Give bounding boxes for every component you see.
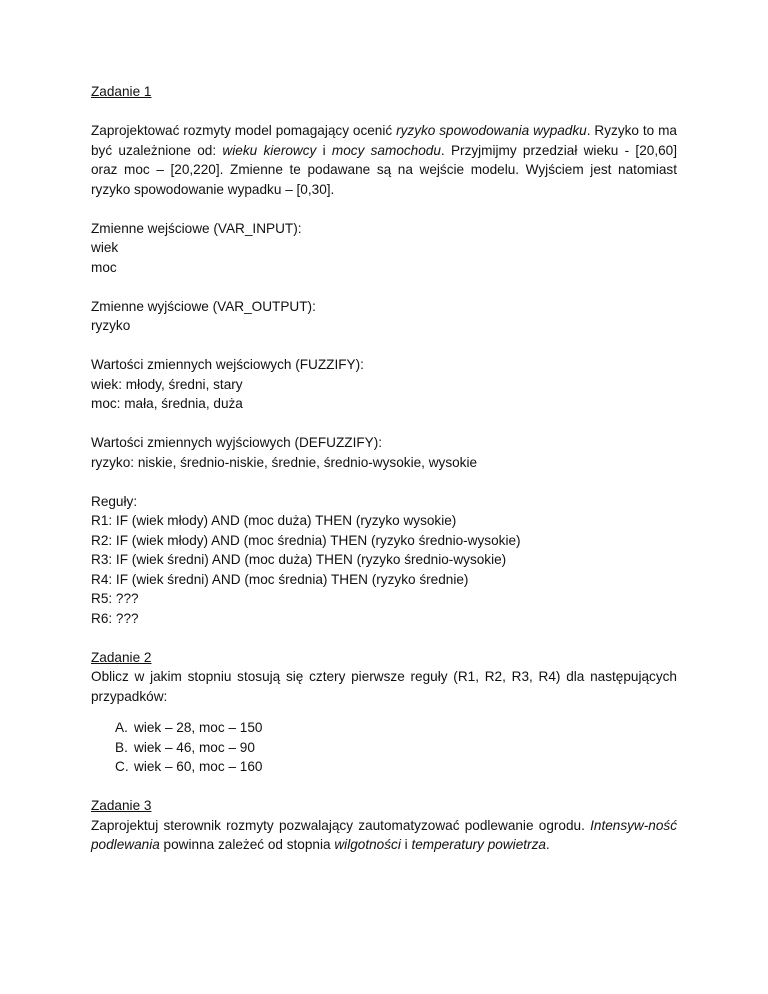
case-item [115,757,677,777]
rule-line: R6: ??? [91,610,139,626]
fuzzify-values: wiek: młody, średni, stary [91,376,243,392]
case-text: wiek – 46, moc – 90 [134,739,255,755]
task-3-description [91,816,677,855]
document-page [91,82,677,855]
task-1-text-part: mocy samochodu [331,142,441,158]
task-3-heading: Zadanie 3 [91,798,152,813]
task-1-text-part: Zaprojektować rozmyty model pomagający ocenić [91,123,397,138]
task-1-text-part: . Ryzyko to ma być uzależnione od: [91,123,677,158]
case-item [115,718,677,738]
rule-line: R3: IF (wiek średni) AND (moc duża) THEN (ryzyko średnio-wysokie) [91,552,507,567]
task-3-text-part: . [545,837,550,852]
task-1-heading: Zadanie 1 [91,84,152,99]
defuzzify-values: ryzyko: niskie, średnio-niskie, średnie, średnio-wysokie, wysokie [91,454,478,470]
inputs-label: Zmienne wejściowe (VAR_INPUT): [91,220,302,236]
case-marker: C. [115,759,129,774]
rules-label: Reguły: [91,493,138,509]
input-variable: moc [91,259,117,275]
outputs-label: Zmienne wyjściowe (VAR_OUTPUT): [91,298,316,314]
task-3-text-part: Zaprojektuj sterownik rozmyty pozwalający zautomatyzować podlewanie ogrodu. [91,817,591,833]
case-marker: A. [115,720,128,735]
fuzzify-values: moc: mała, średnia, duża [91,396,243,411]
cases-list [91,718,677,777]
task-3-text-part: i [400,837,412,852]
case-item [115,738,677,758]
rule-line: R4: IF (wiek średni) AND (moc średnia) THEN (ryzyko średnie) [91,571,469,587]
output-variable: ryzyko [91,318,131,333]
task-2-heading: Zadanie 2 [91,649,152,665]
task-1-text-part: i [316,142,332,158]
task-3-text-part: Intensyw-ność podlewania [91,817,677,852]
task-3-text-part: wilgotności [334,837,401,852]
rule-line: R1: IF (wiek młody) AND (moc duża) THEN (ryzyko wysokie) [91,513,457,528]
input-variable: wiek [91,240,119,255]
task-1-text-part: . Przyjmijmy przedział wieku - [20,60] oraz moc – [20,220]. Zmienne te podawane są na wejście modelu. Wyjściem jest natomiast ryzyko spowodowanie wypadku – [0,30]. [91,142,677,197]
task-2-description: Oblicz w jakim stopniu stosują się cztery pierwsze reguły (R1, R2, R3, R4) dla następujących przypadków: [91,669,677,704]
defuzzify-label: Wartości zmiennych wyjściowych (DEFUZZIFY): [91,435,383,450]
case-text: wiek – 28, moc – 150 [134,720,263,735]
case-text: wiek – 60, moc – 160 [134,759,263,774]
rule-line: R2: IF (wiek młody) AND (moc średnia) THEN (ryzyko średnio-wysokie) [91,532,521,548]
task-3-text-part: powinna zależeć od stopnia [159,837,335,852]
case-marker: B. [115,739,128,755]
rule-line: R5: ??? [91,591,139,606]
fuzzify-label: Wartości zmiennych wejściowych (FUZZIFY): [91,357,364,372]
task-1-text-part: wieku kierowcy [222,142,317,158]
task-1-text-part: ryzyko spowodowania wypadku [396,123,587,138]
task-1-description [91,121,677,199]
task-3-text-part: temperatury powietrza [411,837,546,852]
